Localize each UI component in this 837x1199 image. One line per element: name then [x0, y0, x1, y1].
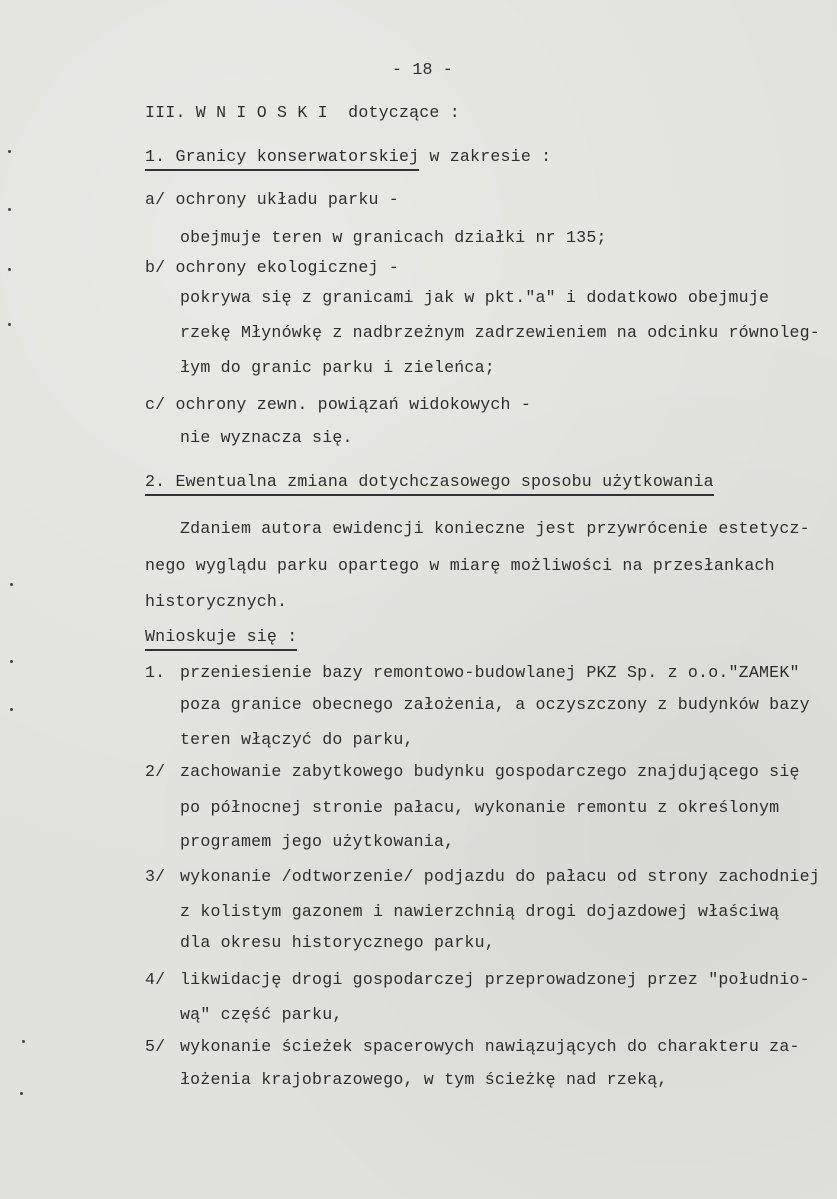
- item-line: po północnej stronie pałacu, wykonanie remontu z określonym: [180, 798, 780, 817]
- item-label: 1.: [145, 663, 166, 682]
- section2-title-text: 2. Ewentualna zmiana dotychczasowego sposobu użytkowania: [145, 472, 714, 496]
- item-line: zachowanie zabytkowego budynku gospodarczego znajdującego się: [180, 762, 800, 781]
- item-line: przeniesienie bazy remontowo-budowlanej PKZ Sp. z o.o."ZAMEK": [180, 663, 800, 682]
- item-line: poza granice obecnego założenia, a oczyszczony z budynków bazy: [180, 695, 810, 714]
- punch-mark: [8, 150, 11, 153]
- section1-title-underlined: 1. Granicy konserwatorskiej: [145, 147, 419, 171]
- section1-title: [145, 147, 551, 167]
- paragraph-line: Zdaniem autora ewidencji konieczne jest przywrócenie estetycz-: [180, 519, 810, 538]
- punch-mark: [10, 583, 13, 586]
- item-line: programem jego użytkowania,: [180, 832, 455, 851]
- item-label: 5/: [145, 1037, 166, 1056]
- item-line: wykonanie /odtworzenie/ podjazdu do pałacu od strony zachodniej: [180, 867, 820, 886]
- conclusion-label: [145, 627, 297, 647]
- item-line: łożenia krajobrazowego, w tym ścieżkę nad rzeką,: [180, 1070, 668, 1089]
- punch-mark: [8, 268, 11, 271]
- item-line: z kolistym gazonem i nawierzchnią drogi dojazdowej właściwą: [180, 902, 780, 921]
- item-label: 2/: [145, 762, 166, 781]
- paragraph-line: nego wyglądu parku opartego w miarę możliwości na przesłankach: [145, 556, 775, 575]
- section2-title: [145, 472, 714, 492]
- punch-mark: [10, 660, 13, 663]
- punch-mark: [8, 323, 11, 326]
- punch-mark: [22, 1040, 25, 1043]
- item-line: wykonanie ścieżek spacerowych nawiązujących do charakteru za-: [180, 1037, 800, 1056]
- item-label: 3/: [145, 867, 166, 886]
- conclusion-label-text: Wnioskuje się :: [145, 627, 297, 651]
- page-number: - 18 -: [392, 60, 453, 79]
- item-c-text: nie wyznacza się.: [180, 428, 353, 447]
- item-c-label: c/ ochrony zewn. powiązań widokowych -: [145, 395, 531, 414]
- item-line: dla okresu historycznego parku,: [180, 933, 495, 952]
- item-b-text: pokrywa się z granicami jak w pkt."a" i dodatkowo obejmuje: [180, 288, 770, 307]
- item-label: 4/: [145, 970, 166, 989]
- item-a-label: a/ ochrony układu parku -: [145, 190, 399, 209]
- item-b-text: rzekę Młynówkę z nadbrzeżnym zadrzewieniem na odcinku równoleg-: [180, 323, 820, 342]
- punch-mark: [20, 1092, 23, 1095]
- paragraph-line: historycznych.: [145, 592, 288, 611]
- item-b-text: łym do granic parku i zieleńca;: [180, 358, 495, 377]
- item-line: teren włączyć do parku,: [180, 730, 414, 749]
- item-line: wą" część parku,: [180, 1005, 343, 1024]
- punch-mark: [10, 708, 13, 711]
- item-line: likwidację drogi gospodarczej przeprowadzonej przez "południo-: [180, 970, 810, 989]
- punch-mark: [8, 208, 11, 211]
- item-b-label: b/ ochrony ekologicznej -: [145, 258, 399, 277]
- item-a-text: obejmuje teren w granicach działki nr 135;: [180, 228, 607, 247]
- section-heading: III. W N I O S K I dotyczące :: [145, 103, 460, 122]
- section1-title-rest: w zakresie :: [419, 147, 552, 166]
